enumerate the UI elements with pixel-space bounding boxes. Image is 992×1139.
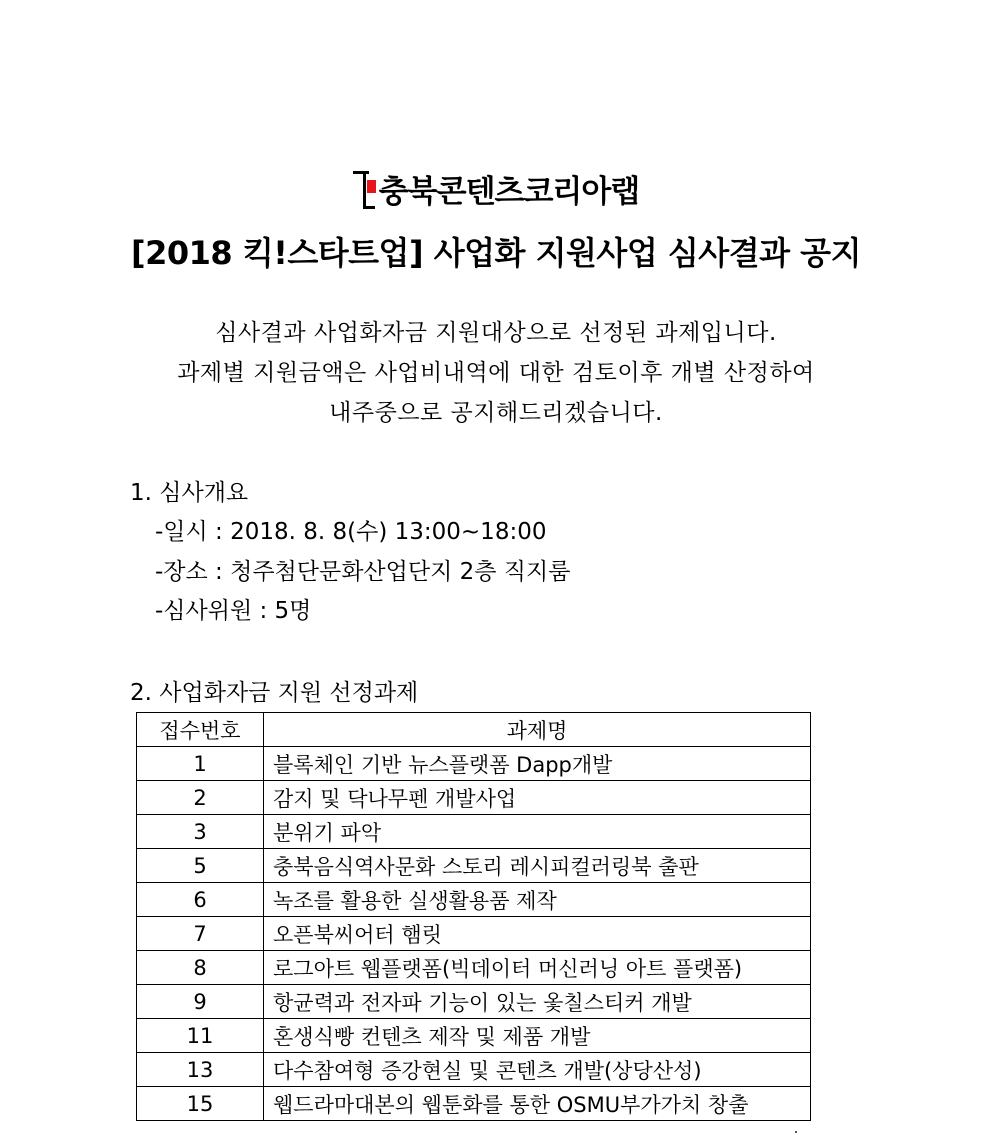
logo-mark-icon <box>353 167 375 211</box>
page-title: [2018 킥!스타트업] 사업화 지원사업 심사결과 공지 <box>130 234 862 272</box>
receipt-number: 11 <box>137 1019 264 1053</box>
table-row <box>137 883 811 917</box>
receipt-number: 13 <box>137 1053 264 1087</box>
project-name: 오픈북씨어터 햄릿 <box>264 917 811 951</box>
project-name: 혼생식빵 컨텐츠 제작 및 제품 개발 <box>264 1019 811 1053</box>
table-row <box>137 1053 811 1087</box>
project-name: 감지 및 닥나무펜 개발사업 <box>264 781 811 815</box>
review-location: -장소 : 청주첨단문화산업단지 2층 직지룸 <box>155 558 571 585</box>
table-row <box>137 781 811 815</box>
selected-projects-table <box>136 712 811 1121</box>
stray-mark <box>795 1131 797 1133</box>
project-name: 항균력과 전자파 기능이 있는 옻칠스티커 개발 <box>264 985 811 1019</box>
table-row <box>137 917 811 951</box>
project-name: 충북음식역사문화 스토리 레시피컬러링북 출판 <box>264 849 811 883</box>
receipt-number: 9 <box>137 985 264 1019</box>
project-name: 로그아트 웹플랫폼(빅데이터 머신러닝 아트 플랫폼) <box>264 951 811 985</box>
receipt-number: 2 <box>137 781 264 815</box>
table-header-row <box>137 713 811 747</box>
project-name: 분위기 파악 <box>264 815 811 849</box>
project-name: 블록체인 기반 뉴스플랫폼 Dapp개발 <box>264 747 811 781</box>
intro-line: 심사결과 사업화자금 지원대상으로 선정된 과제입니다. <box>215 320 777 346</box>
table-row <box>137 849 811 883</box>
project-name: 녹조를 활용한 실생활용품 제작 <box>264 883 811 917</box>
table-row <box>137 951 811 985</box>
column-header-number: 접수번호 <box>137 713 264 747</box>
receipt-number: 6 <box>137 883 264 917</box>
receipt-number: 15 <box>137 1087 264 1121</box>
intro-paragraph <box>0 313 992 433</box>
intro-line: 과제별 지원금액은 사업비내역에 대한 검토이후 개별 산정하여 <box>177 360 815 386</box>
table-row <box>137 1019 811 1053</box>
column-header-project: 과제명 <box>264 713 811 747</box>
receipt-number: 7 <box>137 917 264 951</box>
project-name: 웹드라마대본의 웹툰화를 통한 OSMU부가가치 창출 <box>264 1087 811 1121</box>
receipt-number: 3 <box>137 815 264 849</box>
logo-text: 충북콘텐츠코리아랩 <box>378 174 640 210</box>
section-2-heading: 2. 사업화자금 지원 선정과제 <box>130 680 419 706</box>
organization-logo <box>0 166 992 211</box>
receipt-number: 8 <box>137 951 264 985</box>
review-date: -일시 : 2018. 8. 8(수) 13:00~18:00 <box>155 519 547 545</box>
table-row <box>137 985 811 1019</box>
intro-line: 내주중으로 공지해드리겠습니다. <box>329 400 663 426</box>
table-row <box>137 815 811 849</box>
receipt-number: 1 <box>137 747 264 781</box>
section-1-list <box>155 513 570 632</box>
project-name: 다수참여형 증강현실 및 콘텐츠 개발(상당산성) <box>264 1053 811 1087</box>
receipt-number: 5 <box>137 849 264 883</box>
table-row <box>137 747 811 781</box>
section-1-heading: 1. 심사개요 <box>130 480 249 506</box>
review-panel: -심사위원 : 5명 <box>155 598 312 624</box>
table-row <box>137 1087 811 1121</box>
